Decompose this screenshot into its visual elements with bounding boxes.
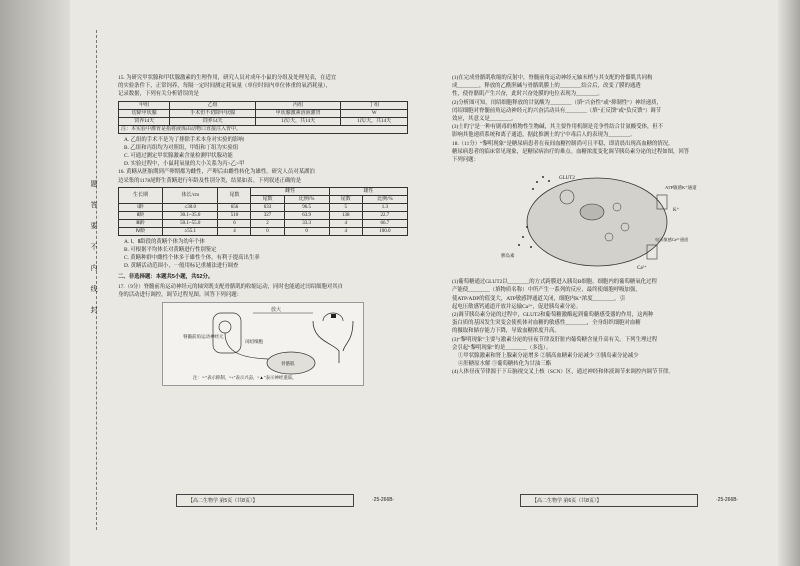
q18-choice: ①甲状腺激素和肾上腺素分泌增多 ②胰高血糖素分泌减少 ③胰岛素分泌减少 xyxy=(458,353,639,360)
table-cell: 656 xyxy=(218,203,251,211)
binding-warning xyxy=(84,180,98,327)
table-header-cell: 雄性 xyxy=(329,187,407,195)
q15-option: C. 可通过测定甲状腺激素含量检测甲状腺功能 xyxy=(124,153,233,160)
q17-sub-line: 闰绍细胞对脊髓前角运动神经元的兴奋活动具有________（填“正反馈”或“负反馈”）调节 xyxy=(452,107,662,114)
table-subheader-cell: 尾数 xyxy=(251,195,284,203)
binding-char: 答 xyxy=(90,201,97,222)
q18-sub-line: (3)“黎明现象”主要与激素分泌的昼夜节律及肝脏内葡萄糖含量升高有关。下列生理过程 xyxy=(452,336,658,343)
table-cell: ≥55.1 xyxy=(163,227,218,235)
q17-sub-line: (2)分析图可知，闰绍细胞释放的甘氨酸为________（填“兴奋性”或“抑制性”）神经递质， xyxy=(452,99,662,106)
table-cell: 5 xyxy=(329,203,362,211)
q16-option: A. Ⅰ、Ⅱ龄段的黄鳝个体为幼年个体 xyxy=(124,238,205,245)
table-header-cell: 体长/cm xyxy=(163,187,218,203)
table-cell: Ⅲ龄 xyxy=(119,219,163,227)
table-cell: ≤30.0 xyxy=(163,203,218,211)
q15-option: D. 实验过程中，小鼠耗氧量的大小关系为丙>乙>甲 xyxy=(124,161,245,168)
table-cell: 30.1~35.0 xyxy=(163,211,218,219)
fig-label-glut2: GLUT2 xyxy=(559,176,575,182)
table-cell: 33.3 xyxy=(284,219,329,227)
fig-label-renshaw-cell: 闰绍细胞 xyxy=(245,339,263,345)
insulin-dot xyxy=(518,244,520,246)
table-cell: 66.7 xyxy=(362,219,407,227)
synapse-terminal xyxy=(313,321,353,363)
table-cell: 0 xyxy=(284,227,329,235)
footer-code-right: ·25-266B· xyxy=(716,497,739,503)
table-cell: 22.7 xyxy=(362,211,407,219)
q18-sub-line: (2)调节胰岛素分泌的过程中，GLUT2和葡萄糖激酶起到葡萄糖感受器的作用，这两种 xyxy=(452,312,654,319)
q15-table xyxy=(118,101,408,134)
neuron-body xyxy=(219,321,231,333)
neuron-diagram-svg xyxy=(163,303,363,385)
table-cell: 96.5 xyxy=(284,203,329,211)
table-cell: 63.9 xyxy=(284,211,329,219)
q18-sub-line: 的摄取和储存能力下降，导致血糖浓度升高。 xyxy=(452,328,560,335)
binding-char: 题 xyxy=(90,180,97,201)
table-cell: 50.1~55.0 xyxy=(163,219,218,227)
q17-sub-line: (1)在完成骨骼肌收缩的反射中，脊髓前角运动神经元轴末梢与其支配的骨骼肌共同构 xyxy=(452,75,653,81)
beta-cell-membrane xyxy=(527,178,667,266)
fig-label-muscle: 骨骼肌 xyxy=(281,361,295,367)
q17-line: 17.（9分）脊髓前角运动神经元的轴突既支配骨骼肌的收缩运动，同时也能通过闰绍细胞对其自 xyxy=(118,283,344,290)
footer-code-left: ·25-266B· xyxy=(372,497,395,503)
glucose-dot xyxy=(542,176,544,178)
table-cell: 6 xyxy=(218,219,251,227)
beta-cell-svg xyxy=(497,167,707,275)
table-cell: 饲养14天 xyxy=(170,117,256,125)
table-row xyxy=(119,219,408,227)
q17-sub-line: 影响其他递质系统和离子通道，据此推测士的宁中毒后人的表现为________。 xyxy=(452,132,636,139)
fig-label-ca-channel: 电压敏感Ca²⁺通道 xyxy=(655,237,689,243)
table-subheader-cell: 比例/% xyxy=(284,195,329,203)
q18-sub-line: 使ATP/ADP的值变大，ATP敏感钾通道关闭，细胞内K⁺浓度________，引 xyxy=(452,295,625,302)
fig-label-insulin: 胰岛素 xyxy=(501,253,515,259)
fig-label-motor-neuron: 脊髓前角运动神经元 xyxy=(183,334,224,340)
q17-sub-line: 效应，其意义是________。 xyxy=(452,116,517,123)
table-cell: Ⅱ龄 xyxy=(119,211,163,219)
q16-option: C. 黄鳝种群中雌性个体多于雄性个体，有利于提高出生率 xyxy=(124,255,260,262)
table-row xyxy=(119,211,408,219)
q18-sub-line: 蛋白质的基因发生突变会使机体对血糖的敏感性________，全身组织细胞对血糖 xyxy=(452,320,641,327)
table-subheader-cell: 比例/% xyxy=(362,195,407,203)
mitochondrion xyxy=(580,204,604,220)
table-row xyxy=(119,227,408,235)
table-cell: 1次/天，共14天 xyxy=(341,117,408,125)
table-cell: 切除甲状腺 xyxy=(119,109,170,117)
q15-option: A. 乙组的手术不是为了排除手术本身对实验的影响 xyxy=(124,136,244,143)
fig-label-k: K⁺ xyxy=(673,208,680,214)
table-cell: Ⅳ龄 xyxy=(119,227,163,235)
table-row xyxy=(119,203,408,211)
binding-char: 内 xyxy=(90,264,97,285)
table-cell: 4 xyxy=(329,227,362,235)
q16-line: 16. 黄鳝从胚胎期到产卵期都为雌性，产卵后由雌性转化为雄性。研究人员对某湖泊 xyxy=(118,169,315,176)
q16-line: 边采集的1178尾野生黄鳝进行年龄及性别分类，结果如表。下列叙述正确的是 xyxy=(118,177,302,184)
q18-line: 下列问题： xyxy=(452,157,479,164)
q18-choice: ④肝糖原水解 ⑤葡萄糖转化为甘油三酯 xyxy=(458,361,551,368)
q18-sub-line: 会引起“黎明现象”的是________（多选）。 xyxy=(452,344,552,351)
q15-line: 记录数据，下列有关分析错误的是 xyxy=(118,91,199,98)
table-cell: 手术但不切除甲状腺 xyxy=(170,109,256,117)
left-page-column xyxy=(118,74,408,389)
table-subheader-cell: 尾数 xyxy=(329,195,362,203)
binding-char: 封 xyxy=(90,306,97,327)
table-cell: 510 xyxy=(218,211,251,219)
table-cell: 饲养14天 xyxy=(119,117,170,125)
fig-label-enlarge: 放大 xyxy=(271,308,282,314)
fig-label-atp-channel: ATP敏感K⁺通道 xyxy=(665,185,697,191)
table-cell: W xyxy=(341,109,408,117)
q16-table xyxy=(118,187,408,236)
q15-option: B. 乙组和丙组均为对照组，甲组和丁组为实验组 xyxy=(124,144,239,151)
figure-neuron-diagram xyxy=(162,302,364,386)
q17-sub-line: 成________，释放的乙酰胆碱与骨骼肌膜上的________结合后，改变了膜的通透 xyxy=(452,83,641,90)
q17-sub-line: (3)士的宁是一种有剧毒的植物性生物碱，其主要作用机制是竞争性结合甘氨酸受体，但不 xyxy=(452,124,664,131)
table-cell: 4 xyxy=(329,219,362,227)
q18-sub-line: 起电压敏感钙通道开放并运输Ca²⁺，促进胰岛素分泌。 xyxy=(452,303,582,310)
q18-line: 18.（11分）“黎明现象”是糖尿病患者在夜间血糖控制尚可且平稳，即清晨出现高血糖的情况， xyxy=(452,140,674,147)
table-header-cell: 甲组 xyxy=(119,101,170,109)
fig-label-ca: Ca²⁺ xyxy=(637,266,647,272)
q16-option: D. 黄鳝活动范围小，一般用标记重捕法进行调查 xyxy=(124,263,239,270)
glucose-dot xyxy=(532,188,534,190)
table-cell: 0 xyxy=(251,227,284,235)
q17-line: 身的活动进行调控，调节过程见图。回答下列问题： xyxy=(118,292,242,299)
glucose-dot xyxy=(548,180,550,182)
table-cell: 甲状腺激素溶液灌胃 xyxy=(255,109,341,117)
table-header-cell: 乙组 xyxy=(170,101,256,109)
insulin-dot xyxy=(530,246,532,248)
q15-line: 的实验条件下，正常饲养，每隔一定时间测定耗氧量（单位时间内单位体重的氧消耗量）， xyxy=(118,83,331,90)
table-header-cell: 尾数 xyxy=(218,187,251,203)
insulin-dot xyxy=(522,236,524,238)
table-header-cell: 生长期 xyxy=(119,187,163,203)
transmitter-mark xyxy=(331,314,336,318)
right-page-column xyxy=(452,74,752,377)
glucose-dot xyxy=(536,181,538,183)
q15-line: 15. 为研究甲状腺和甲状腺激素的生理作用，研究人员对成年小鼠的分组及处理见表，在适宜 xyxy=(118,75,337,81)
table-cell: 4 xyxy=(218,227,251,235)
q18-sub-line: 产能使________（填物质名称）中所产生一系列的反应，最终使细胞呼吸加强， xyxy=(452,287,641,294)
footer-left: 【高二生物学 第5页（共8页）】 xyxy=(188,498,258,504)
table-cell: 2 xyxy=(251,219,284,227)
table-cell: 327 xyxy=(251,211,284,219)
fig-caption: 注：“-”表示抑制，“+”表示兴奋，“▲”表示神经递质。 xyxy=(193,375,297,381)
table-cell: 138 xyxy=(329,211,362,219)
binding-char: 不 xyxy=(90,243,97,264)
table-header-cell: 雌性 xyxy=(251,187,329,195)
q18-sub-line: (4)人体昼夜节律源于下丘脑视交叉上核（SCN）区，通过神经和体液调节来调控内调节节律。 xyxy=(452,369,674,376)
insulin-dot xyxy=(526,226,528,228)
table-cell: 100.0 xyxy=(362,227,407,235)
page-shadow-left xyxy=(0,0,70,566)
q18-line: 糖尿病患者的临床常见现象，是糖尿病治疗的难点。血糖浓度变化调节胰岛素分泌的过程如图，回答 xyxy=(452,148,690,155)
table-cell: 633 xyxy=(251,203,284,211)
binding-char: 要 xyxy=(90,222,97,243)
binding-char: 线 xyxy=(90,285,97,306)
q17-sub-line: 性，使骨骼肌产生兴奋，此时兴奋处膜的电位表现为________。 xyxy=(452,91,603,98)
table-header-cell: 丁组 xyxy=(341,101,408,109)
page-shadow-right xyxy=(778,0,800,566)
table-cell: 1.3 xyxy=(362,203,407,211)
section-heading: 二、非选择题：本题共5小题，共52分。 xyxy=(118,273,214,280)
footer-right: 【高二生物学 第6页（共8页）】 xyxy=(532,498,602,504)
figure-beta-cell-diagram xyxy=(497,167,707,275)
table-cell: 1次/天，共14天 xyxy=(255,117,341,125)
table-note: 注：本实验中灌胃是指将液体由动物口直接注入胃中。 xyxy=(119,125,408,133)
table-header-cell: 丙组 xyxy=(255,101,341,109)
table-cell: Ⅰ龄 xyxy=(119,203,163,211)
q16-option: B. 可根据平均体长对黄鳝进行性别鉴定 xyxy=(124,247,217,254)
axon-path xyxy=(225,333,268,359)
q18-sub-line: (1)葡萄糖通过GLUT2以________的方式跨膜进入胰岛B细胞。细胞内的葡萄糖氧化过程 xyxy=(452,279,657,286)
